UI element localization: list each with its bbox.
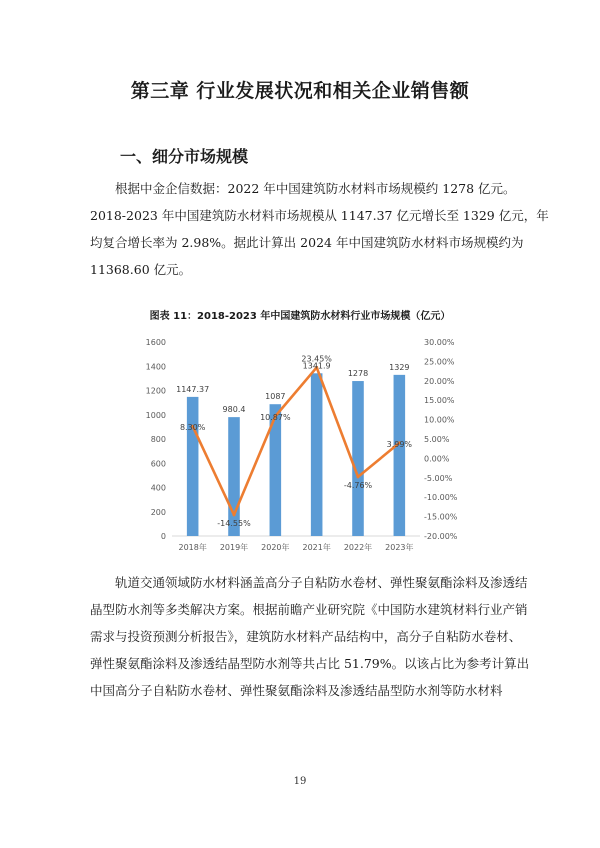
x-axis-tick-label: 2019年 — [219, 543, 249, 552]
bar — [311, 373, 323, 536]
growth-rate-line — [193, 367, 400, 514]
bar-value-label: 1341.9 — [302, 361, 331, 371]
right-axis-tick-label: 25.00% — [424, 357, 455, 367]
bar-value-label: 1278 — [347, 369, 369, 379]
paragraph-line: 均复合增长率为 2.98%。据此计算出 2024 年中国建筑防水材料市场规模约为 — [90, 235, 524, 250]
right-axis-tick-label: -20.00% — [424, 532, 458, 541]
bar-value-label: 1329 — [389, 362, 410, 372]
line-value-label: -14.55% — [217, 518, 251, 528]
paragraph-line: 根据中金企信数据：2022 年中国建筑防水材料市场规模约 1278 亿元。 — [115, 181, 516, 196]
paragraph-rail-transit — [90, 569, 530, 704]
page-number: 19 — [293, 776, 307, 787]
right-axis-tick-label: 30.00% — [424, 338, 455, 347]
paragraph-line: 需求与投资预测分析报告》，建筑防水材料产品结构中，高分子自粘防水卷材、 — [90, 629, 522, 644]
left-axis-tick-label: 800 — [150, 435, 166, 444]
bar — [352, 381, 364, 536]
paragraph-line: 晶型防水剂等多类解决方案。根据前瞻产业研究院《中国防水建筑材料行业产销 — [90, 602, 528, 617]
left-axis-tick-label: 1600 — [145, 338, 166, 347]
left-axis-tick-label: 0 — [160, 532, 166, 541]
paragraph-line: 2018-2023 年中国建筑防水材料市场规模从 1147.37 亿元增长至 1329 亿元，年 — [90, 208, 549, 223]
right-axis-tick-label: -10.00% — [424, 493, 458, 503]
left-axis-tick-label: 1400 — [145, 362, 166, 372]
line-value-label: 10.87% — [260, 413, 291, 423]
line-value-label: 8.30% — [179, 423, 206, 433]
figure-caption: 图表 11：2018-2023 年中国建筑防水材料行业市场规模（亿元） — [149, 311, 451, 322]
right-axis-tick-label: 5.00% — [424, 435, 450, 444]
paragraph-line: 11368.60 亿元。 — [90, 262, 192, 277]
chapter-title: 第三章 行业发展状况和相关企业销售额 — [130, 80, 470, 102]
paragraph-line: 弹性聚氨酯涂料及渗透结晶型防水剂等共占比 51.79%。以该占比为参考计算出 — [90, 656, 530, 671]
x-axis-tick-label: 2023年 — [385, 543, 414, 552]
bar — [394, 375, 406, 536]
line-point — [357, 475, 360, 478]
right-axis-tick-label: -15.00% — [424, 512, 458, 522]
left-axis-tick-label: 200 — [150, 507, 166, 517]
paragraph-line: 轨道交通领域防水材料涵盖高分子自粘防水卷材、弹性聚氨酯涂料及渗透结 — [115, 575, 528, 590]
x-axis-tick-label: 2021年 — [302, 543, 331, 552]
x-axis-tick-label: 2022年 — [343, 543, 373, 552]
x-axis-tick-label: 2020年 — [261, 543, 290, 552]
market-size-chart — [130, 330, 470, 560]
bar-value-label: 1147.37 — [176, 384, 210, 394]
bar-value-label: 1087 — [265, 392, 286, 402]
bar — [187, 397, 199, 536]
left-axis-tick-label: 1200 — [145, 386, 166, 396]
x-axis-tick-label: 2018年 — [178, 543, 207, 552]
line-value-label: 23.45% — [301, 354, 332, 364]
right-axis-tick-label: 10.00% — [424, 415, 455, 425]
bar-value-label: 980.4 — [222, 405, 246, 415]
paragraph-market-size — [90, 175, 549, 283]
right-axis-tick-label: 20.00% — [424, 376, 455, 386]
left-axis-tick-label: 600 — [150, 459, 166, 469]
line-point — [233, 513, 236, 516]
paragraph-line: 中国高分子自粘防水卷材、弹性聚氨酯涂料及渗透结晶型防水剂等防水材料 — [90, 683, 503, 698]
line-value-label: 3.99% — [386, 439, 413, 449]
right-axis-tick-label: 15.00% — [424, 396, 455, 406]
section-title: 一、细分市场规模 — [120, 147, 249, 166]
left-axis-tick-label: 1000 — [145, 410, 166, 420]
line-value-label: -4.76% — [343, 480, 373, 490]
right-axis-tick-label: -5.00% — [424, 473, 453, 483]
left-axis-tick-label: 400 — [150, 483, 166, 493]
right-axis-tick-label: 0.00% — [424, 454, 450, 464]
